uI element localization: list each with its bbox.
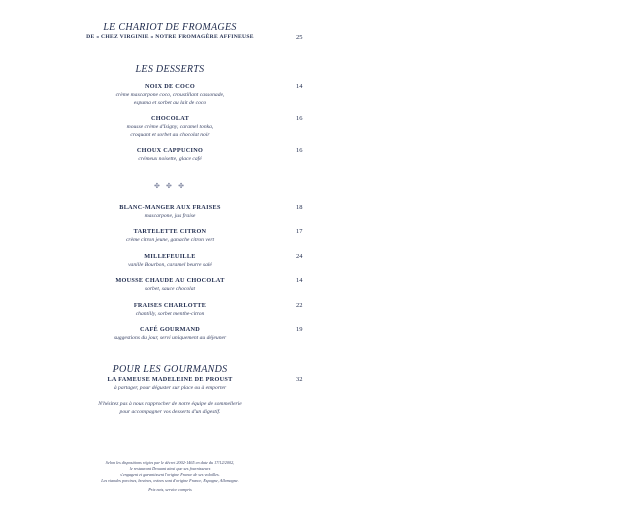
legal-line: Les viandes porcines, bovines, ovines sont d'origine France, Espagne, Allemagne.: [101, 478, 239, 483]
cheese-title: LE CHARIOT DE FROMAGES: [103, 22, 237, 33]
dessert-item-price: 17: [296, 228, 303, 235]
dessert-item-desc: suggestions du jour, servi uniquement au déjeuner: [113, 335, 227, 341]
dessert-item-desc: mousse crème d'Isigny, caramel tonka,: [126, 124, 214, 130]
dessert-item-price: 22: [296, 302, 303, 309]
dessert-item-name: TARTELETTE CITRON: [133, 228, 207, 235]
madeleine-name: LA FAMEUSE MADELEINE DE PROUST: [107, 376, 233, 383]
madeleine-desc: à partager, pour déguster sur place ou à emporter: [113, 385, 227, 391]
madeleine-price: 32: [296, 376, 303, 383]
dessert-item-price: 14: [296, 83, 303, 90]
dessert-item-desc: crème citron jeune, ganache citron vert: [125, 237, 215, 243]
dessert-item-price: 24: [296, 253, 303, 260]
dessert-item-desc: crème mascarpone coco, croustillant cassonade,: [115, 92, 225, 98]
sommelier-note: N'hésitez pas à nous rapprocher de notre équipe de sommellerie: [98, 401, 242, 407]
dessert-item-price: 16: [296, 147, 303, 154]
prices-note: Prix nets, service compris: [148, 487, 192, 492]
legal-line: Selon les dispositions régies par le décret 2002-1465 en date du 17/12/2002,: [105, 460, 235, 465]
dessert-item-price: 19: [296, 326, 303, 333]
cheese-price: 25: [296, 34, 303, 41]
desserts-title: LES DESSERTS: [135, 64, 205, 75]
dessert-item-desc: vanille Bourbon, caramel beurre salé: [128, 262, 212, 268]
gourmands-title: POUR LES GOURMANDS: [112, 364, 228, 375]
dessert-item-name: CHOUX CAPPUCINO: [136, 147, 204, 154]
dessert-item-name: CAFÉ GOURMAND: [139, 326, 201, 333]
dessert-item-name: CHOCOLAT: [150, 115, 190, 122]
dessert-item-name: NOIX DE COCO: [144, 83, 195, 90]
cheese-subtitle: DE « CHEZ VIRGINIE » NOTRE FROMAGÈRE AFFINEUSE: [86, 34, 254, 40]
dessert-item-desc: mascarpone, jus fraise: [144, 213, 196, 219]
sommelier-note: pour accompagner vos desserts d'un digestif.: [119, 409, 221, 415]
dessert-item-desc: crémeux noisette, glace café: [138, 156, 202, 162]
legal-line: s'engagent et garantissent l'origine France de ses volailles.: [120, 472, 220, 477]
dessert-item-name: MILLEFEUILLE: [144, 253, 196, 260]
dessert-item-price: 16: [296, 115, 303, 122]
dessert-item-desc: croquant et sorbet au chocolat noir: [130, 132, 210, 138]
dessert-item-name: MOUSSE CHAUDE AU CHOCOLAT: [115, 277, 225, 284]
ornament-divider: ✤ ✤ ✤: [153, 182, 187, 190]
dessert-item-price: 14: [296, 277, 303, 284]
dessert-item-desc: sorbet, sauce chocolat: [144, 286, 196, 292]
legal-line: le restaurant Drouant ainsi que ses fournisseurs: [129, 466, 211, 471]
dessert-item-name: FRAISES CHARLOTTE: [133, 302, 207, 309]
dessert-item-desc: espuma et sorbet au lait de coco: [133, 100, 207, 106]
dessert-item-name: BLANC-MANGER AUX FRAISES: [119, 204, 221, 211]
dessert-item-desc: chantilly, sorbet menthe-citron: [135, 311, 205, 317]
dessert-item-price: 18: [296, 204, 303, 211]
